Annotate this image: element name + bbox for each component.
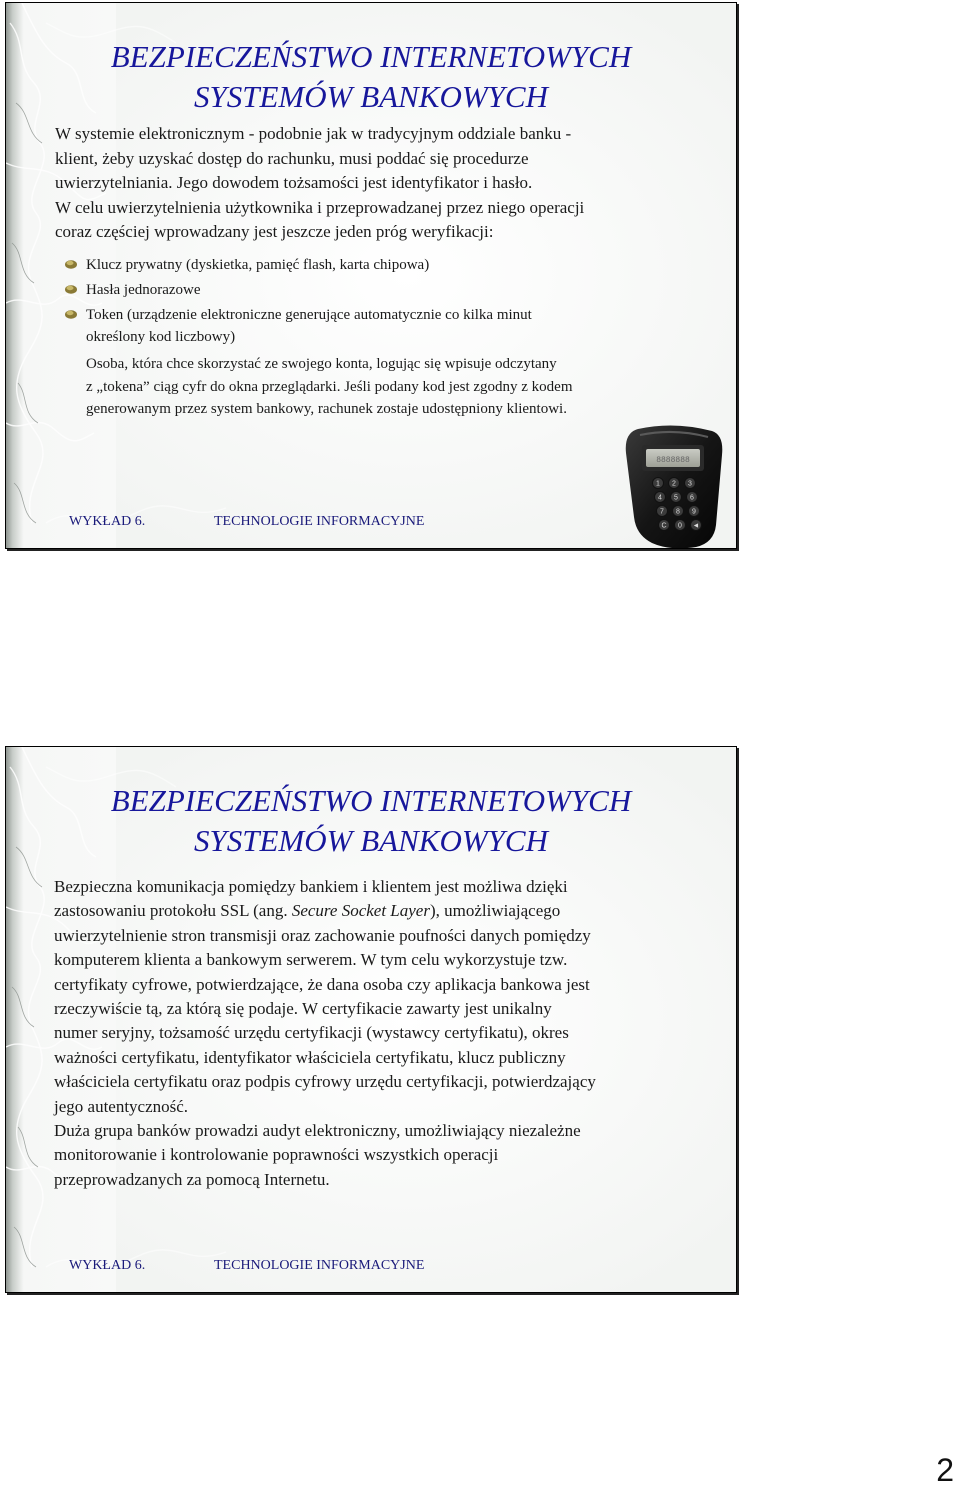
text-line (54, 948, 732, 972)
text-run: ), umożliwiającego (429, 901, 561, 921)
text-run: komputerem klienta a bankowym serwerem. W tym celu wykorzystuje tzw. (54, 950, 568, 970)
text-run: ważności certyfikatu, identyfikator właściciela certyfikatu, klucz publiczny (54, 1047, 566, 1067)
text-line (54, 973, 732, 997)
text-run: uwierzytelnienie stron transmisji oraz zachowanie poufności danych pomiędzy (54, 925, 591, 945)
svg-text:8888888: 8888888 (656, 456, 690, 465)
token-key: 4 (658, 494, 662, 502)
token-key: 8 (676, 508, 680, 516)
text-line: klient, żeby uzyskać dostęp do rachunku, musi poddać się procedurze (55, 148, 529, 168)
bullet-text: określony kod liczbowy) (86, 329, 236, 345)
bullet-list (56, 254, 716, 348)
footer-lecture: WYKŁAD 6. (69, 514, 146, 529)
text-line: z „tokena” ciąg cyfr do okna przeglądarki. Jeśli podany kod jest zgodny z kodem (86, 378, 573, 395)
intro-paragraph (55, 122, 725, 245)
token-key: C (661, 522, 667, 530)
text-line: uwierzytelniania. Jego dowodem tożsamości jest identyfikator i hasło. (55, 173, 533, 192)
token-key: ◄ (692, 522, 700, 530)
text-line (54, 875, 732, 899)
text-run: zastosowaniu protokołu SSL (ang. (54, 901, 292, 921)
slide-title-line-2: SYSTEMÓW BANKOWYCH (194, 823, 548, 858)
text-run: monitorowanie i kontrolowanie poprawności wszystkich operacji (54, 1145, 499, 1165)
bullet-icon (64, 308, 78, 320)
token-key: 7 (660, 508, 664, 516)
text-line (54, 1168, 732, 1192)
text-line: generowanym przez system bankowy, rachunek zostaje udostępniony klientowi. (86, 401, 567, 417)
text-run: przeprowadzanych za pomocą Internetu. (54, 1169, 330, 1189)
token-key: 3 (688, 480, 692, 488)
text-run: jego autentyczność. (54, 1096, 189, 1116)
slide-2 (5, 746, 737, 1293)
text-run-italic: Secure Socket Layer (291, 901, 430, 921)
text-line (54, 924, 732, 948)
bullet-icon (64, 283, 78, 295)
page-number: 2 (936, 1452, 954, 1488)
slide-title-line-1: BEZPIECZEŃSTWO INTERNETOWYCH (110, 39, 632, 74)
text-line (54, 1095, 732, 1119)
text-run: właściciela certyfikatu oraz podpis cyfrowy urzędu certyfikacji, potwierdzający (54, 1072, 596, 1092)
ssl-paragraph (54, 875, 732, 1192)
text-run: Bezpieczna komunikacja pomiędzy bankiem i klientem jest możliwa dzięki (54, 877, 568, 896)
bullet-text: Token (urządzenie elektroniczne generujące automatycznie co kilka minut (86, 307, 532, 323)
text-run: certyfikaty cyfrowe, potwierdzające, że dana osoba czy aplikacja bankowa jest (54, 974, 590, 994)
bullet-icon (64, 258, 78, 270)
text-run: rzeczywiście tą, za którą się podaje. W certyfikacie zawarty jest unikalny (54, 999, 552, 1019)
list-item (56, 279, 716, 301)
text-line (54, 1143, 732, 1167)
footer-lecture: WYKŁAD 6. (69, 1258, 146, 1273)
text-line (54, 1046, 732, 1070)
slide-title-line-2: SYSTEMÓW BANKOWYCH (194, 79, 548, 114)
slide-1 (5, 2, 737, 549)
token-key: 0 (678, 522, 682, 530)
text-line (54, 1119, 732, 1143)
text-line: coraz częściej wprowadzany jest jeszcze jeden próg weryfikacji: (55, 222, 494, 241)
text-run: numer seryjny, tożsamość urzędu certyfikacji (wystawcy certyfikatu), okres (54, 1023, 569, 1043)
footer-course: TECHNOLOGIE INFORMACYJNE (214, 1258, 425, 1273)
bullet-text: Klucz prywatny (dyskietka, pamięć flash, karta chipowa) (86, 257, 430, 273)
bullet-text: Hasła jednorazowe (86, 282, 201, 298)
slide-title-line-1: BEZPIECZEŃSTWO INTERNETOWYCH (110, 783, 632, 818)
list-item (56, 304, 716, 348)
security-token-image (620, 425, 728, 549)
text-line (54, 1070, 732, 1094)
text-line (54, 899, 732, 923)
text-line (54, 1021, 732, 1045)
token-usage-paragraph (86, 353, 731, 421)
text-run: Duża grupa banków prowadzi audyt elektroniczny, umożliwiający niezależne (54, 1121, 581, 1141)
text-line: W celu uwierzytelnienia użytkownika i przeprowadzanej przez niego operacji (55, 197, 585, 217)
token-key: 5 (674, 494, 678, 502)
text-line: W systemie elektronicznym - podobnie jak w tradycyjnym oddziale banku - (55, 124, 572, 143)
footer-course: TECHNOLOGIE INFORMACYJNE (214, 514, 425, 529)
token-key: 2 (672, 480, 676, 488)
text-line: Osoba, która chce skorzystać ze swojego konta, logując się wpisuje odczytany (86, 356, 557, 372)
token-key: 1 (656, 480, 660, 488)
text-line (54, 997, 732, 1021)
token-key: 6 (690, 494, 694, 502)
list-item (56, 254, 716, 276)
token-key: 9 (692, 508, 696, 516)
